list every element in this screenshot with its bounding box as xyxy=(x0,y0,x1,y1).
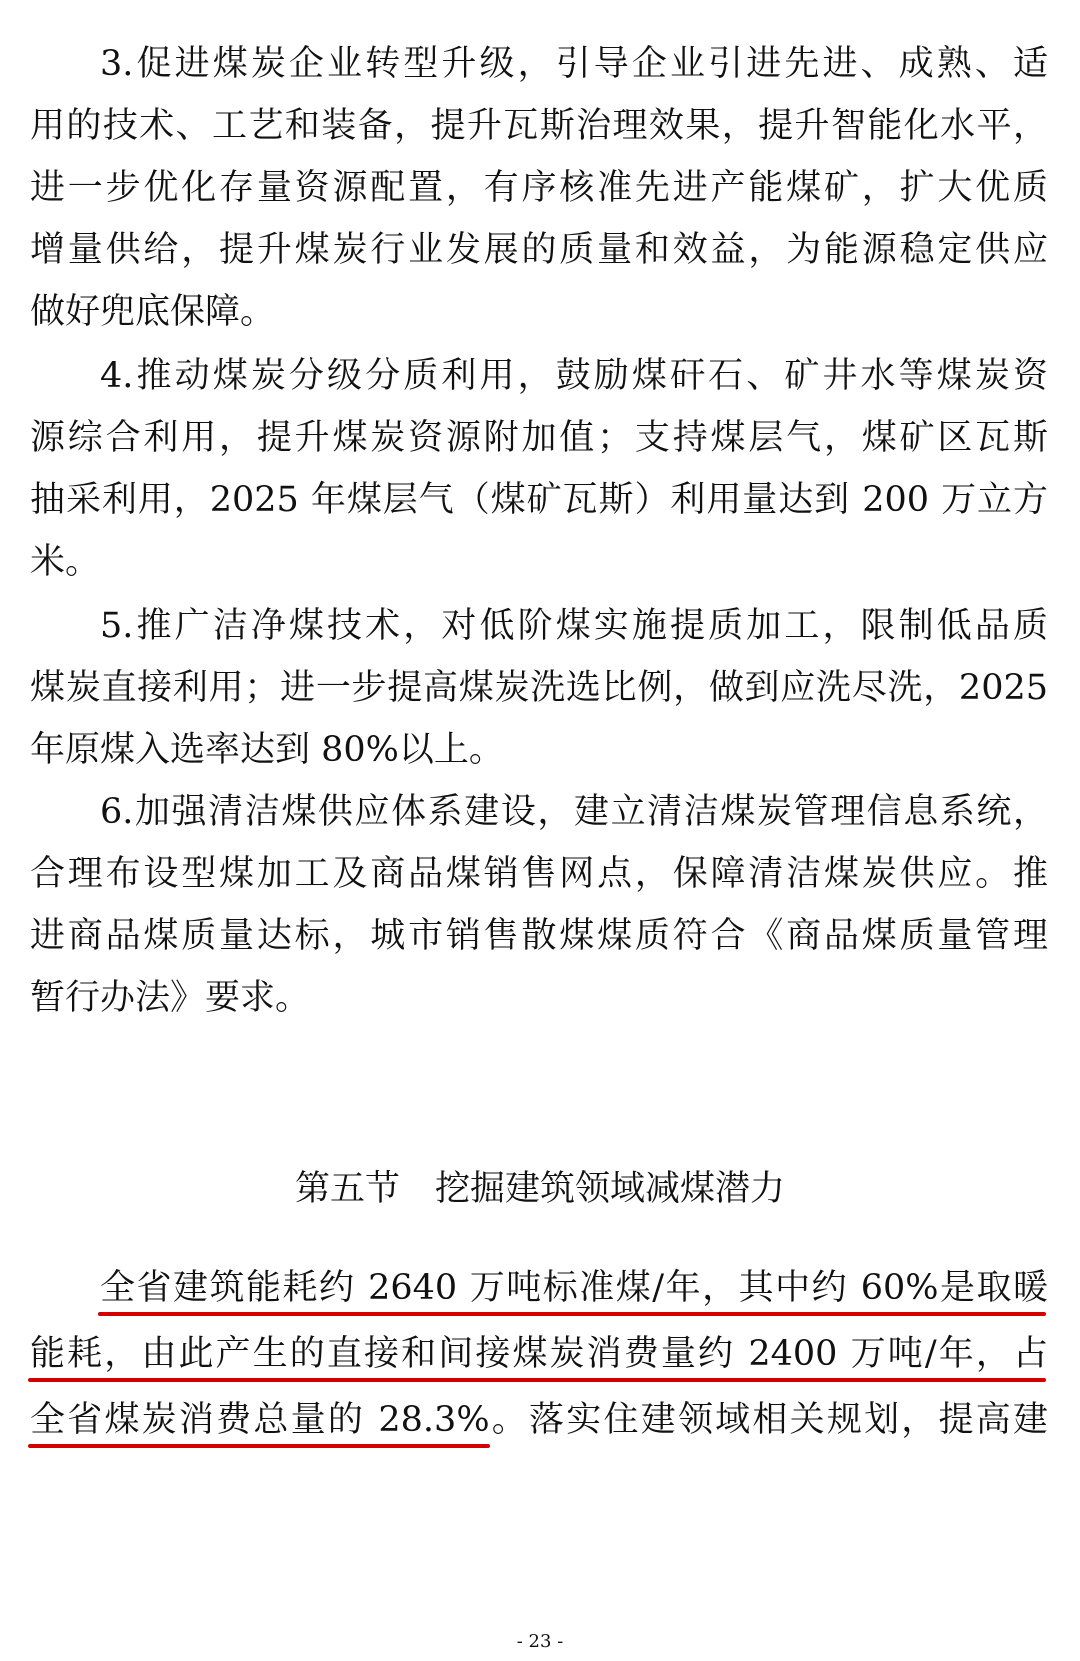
paragraph-3-line-1: 3.促进煤炭企业转型升级，引导企业引进先进、成熟、适 xyxy=(100,44,1048,84)
paragraph-4-line-2: 源综合利用，提升煤炭资源附加值；支持煤层气，煤矿区瓦斯 xyxy=(30,418,1048,458)
section-paragraph-line-2: 能耗，由此产生的直接和间接煤炭消费量约 2400 万吨/年，占 xyxy=(30,1334,1048,1374)
paragraph-4-line-1: 4.推动煤炭分级分质利用，鼓励煤矸石、矿井水等煤炭资 xyxy=(100,356,1048,396)
section-paragraph-line-1: 全省建筑能耗约 2640 万吨标准煤/年，其中约 60%是取暖 xyxy=(100,1268,1048,1308)
paragraph-6-line-3: 进商品煤质量达标，城市销售散煤煤质符合《商品煤质量管理 xyxy=(30,916,1048,956)
paragraph-3-line-4: 增量供给，提升煤炭行业发展的质量和效益，为能源稳定供应 xyxy=(30,230,1048,270)
paragraph-6-line-1: 6.加强清洁煤供应体系建设，建立清洁煤炭管理信息系统， xyxy=(100,792,1048,832)
paragraph-5-line-3: 年原煤入选率达到 80%以上。 xyxy=(30,730,504,770)
paragraph-5-line-1: 5.推广洁净煤技术，对低阶煤实施提质加工，限制低品质 xyxy=(100,606,1048,646)
paragraph-3-line-3: 进一步优化存量资源配置，有序核准先进产能煤矿，扩大优质 xyxy=(30,168,1048,208)
highlight-underline-1 xyxy=(98,1312,1046,1316)
paragraph-6-line-4: 暂行办法》要求。 xyxy=(30,978,311,1018)
paragraph-4-line-3: 抽采利用，2025 年煤层气（煤矿瓦斯）利用量达到 200 万立方 xyxy=(30,480,1048,520)
section-paragraph-line-3: 全省煤炭消费总量的 28.3%。落实住建领域相关规划，提高建 xyxy=(30,1400,1048,1440)
page-number: - 23 - xyxy=(516,1631,564,1652)
paragraph-3-line-5: 做好兜底保障。 xyxy=(30,292,276,332)
paragraph-6-line-2: 合理布设型煤加工及商品煤销售网点，保障清洁煤炭供应。推 xyxy=(30,854,1048,894)
paragraph-3-line-2: 用的技术、工艺和装备，提升瓦斯治理效果，提升智能化水平， xyxy=(30,106,1048,146)
highlight-underline-2 xyxy=(28,1378,1046,1382)
highlight-underline-3 xyxy=(28,1444,490,1448)
section-heading: 第五节 挖掘建筑领域减煤潜力 xyxy=(294,1169,785,1209)
paragraph-5-line-2: 煤炭直接利用；进一步提高煤炭洗选比例，做到应洗尽洗，2025 xyxy=(30,668,1048,708)
paragraph-4-line-4: 米。 xyxy=(30,542,101,582)
